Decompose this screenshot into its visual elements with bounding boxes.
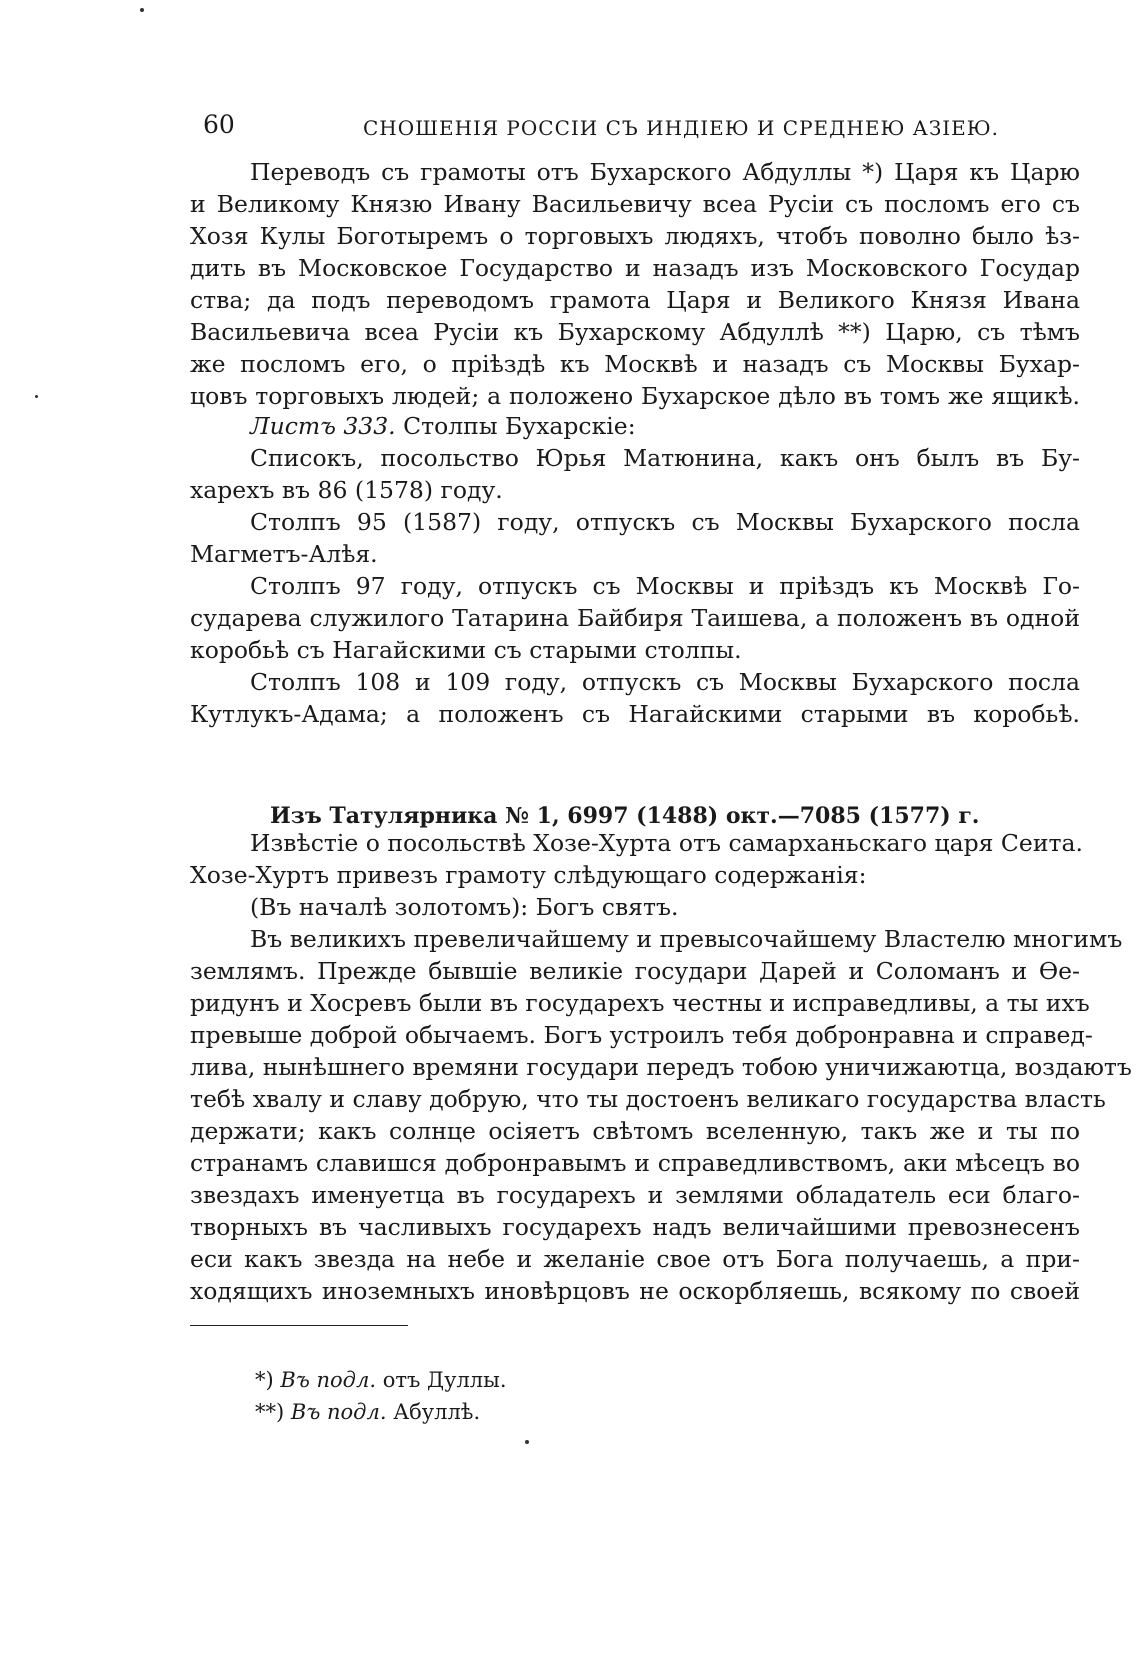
text-line: Переводъ съ грамоты отъ Бухарского Абдуллы *) Царя къ Царю <box>250 158 1080 186</box>
text-line: Хозе-Хуртъ привезъ грамоту слѣдующаго содержанія: <box>190 861 867 889</box>
text-line: Столпъ 95 (1587) году, отпускъ съ Москвы Бухарского посла <box>250 508 1080 536</box>
text-line: и Великому Князю Ивану Васильевичу всеа Русіи съ посломъ его съ <box>190 190 1080 218</box>
text-line: тебѣ хвалу и славу добрую, что ты достоенъ великаго государства власть <box>190 1085 1106 1113</box>
text-line: Васильевича всеа Русіи къ Бухарскому Абдуллѣ **) Царю, съ тѣмъ <box>190 318 1080 346</box>
page-number: 60 <box>203 110 235 139</box>
text-line: землямъ. Прежде бывшіе великіе государи Дарей и Соломанъ и Ѳе- <box>190 957 1080 985</box>
text-line: сударева служилого Татарина Байбиря Таишева, а положенъ въ одной <box>190 604 1080 632</box>
page-header <box>203 110 1103 150</box>
scan-speck <box>140 8 144 12</box>
text-line: ходящихъ иноземныхъ иновѣрцовъ не оскорбляешь, всякому по своей <box>190 1277 1080 1305</box>
footnote-divider <box>190 1325 408 1326</box>
text-line: лива, нынѣшнего времяни государи передъ тобою уничижаютца, воздаютъ <box>190 1053 1132 1081</box>
list-heading-line <box>250 410 1080 442</box>
scan-speck <box>35 395 38 398</box>
text-line: коробьѣ съ Нагайскими съ старыми столпы. <box>190 636 742 664</box>
text-line: же посломъ его, о пріѣздѣ къ Москвѣ и назадъ съ Москвы Бухар- <box>190 350 1080 378</box>
footnote-text: отъ Дуллы. <box>382 1368 507 1392</box>
footnote-text: Абуллѣ. <box>393 1400 481 1424</box>
text-line: Извѣстіе о посольствѣ Хозе-Хурта отъ самарханьскаго царя Сеита. <box>250 829 1083 857</box>
text-line: цовъ торговыхъ людей; а положено Бухарское дѣло въ томъ же ящикѣ. <box>190 382 1080 410</box>
text-line: дить въ Московское Государство и назадъ изъ Московского Государ <box>190 254 1080 282</box>
text-line: Кутлукъ-Адама; а положенъ съ Нагайскими старыми въ коробьѣ. <box>190 700 1080 728</box>
footnote-mark: *) <box>255 1368 274 1392</box>
text-line: странамъ славишся добронравымъ и справедливствомъ, аки мѣсецъ во <box>190 1149 1080 1177</box>
footnote-abbr: Въ подл. <box>290 1400 387 1424</box>
text-line: еси какъ звезда на небе и желаніе свое отъ Бога получаешь, а при- <box>190 1245 1080 1273</box>
list-title: Столпы Бухарскіе: <box>395 412 636 440</box>
text-line: Хозя Кулы Боготыремъ о торговыхъ людяхъ, чтобъ поволно было ѣз- <box>190 222 1080 250</box>
footnote-mark: **) <box>255 1400 285 1424</box>
footnote <box>255 1368 507 1392</box>
text-line: ства; да подъ переводомъ грамота Царя и Великого Князя Ивана <box>190 286 1080 314</box>
text-line: Списокъ, посольство Юрья Матюнина, какъ онъ былъ въ Бу- <box>250 444 1080 472</box>
text-line: превыше доброй обычаемъ. Богъ устроилъ тебя добронравна и справед- <box>190 1021 1093 1049</box>
text-line: звездахъ именуетца въ государехъ и землями обладатель еси благо- <box>190 1181 1080 1209</box>
text-line: творныхъ въ часливыхъ государехъ надъ величайшими превознесенъ <box>190 1213 1080 1241</box>
text-line: ридунъ и Хосревъ были въ государехъ честны и исправедливы, а ты ихъ <box>190 989 1090 1017</box>
scan-speck <box>525 1440 529 1444</box>
section-heading: Изъ Татулярника № 1, 6997 (1488) окт.—7085 (1577) г. <box>270 803 980 829</box>
text-line: Столпъ 97 году, отпускъ съ Москвы и пріѣздъ къ Москвѣ Го- <box>250 572 1080 600</box>
text-line: Столпъ 108 и 109 году, отпускъ съ Москвы Бухарского посла <box>250 668 1080 696</box>
list-reference: Листъ 333. <box>250 412 396 440</box>
text-line: держати; какъ солнце осіяетъ свѣтомъ вселенную, такъ же и ты по <box>190 1117 1080 1145</box>
text-line: Магметъ-Алѣя. <box>190 540 378 568</box>
running-title: СНОШЕНІЯ РОССІИ СЪ ИНДІЕЮ И СРЕДНЕЮ АЗІЕЮ. <box>363 116 1000 140</box>
footnote <box>255 1400 480 1424</box>
text-line: Въ великихъ превеличайшему и превысочайшему Властелю многимъ <box>250 925 1123 953</box>
footnote-abbr: Въ подл. <box>280 1368 377 1392</box>
text-line: харехъ въ 86 (1578) году. <box>190 476 503 504</box>
text-line: (Въ началѣ золотомъ): Богъ святъ. <box>250 893 679 921</box>
